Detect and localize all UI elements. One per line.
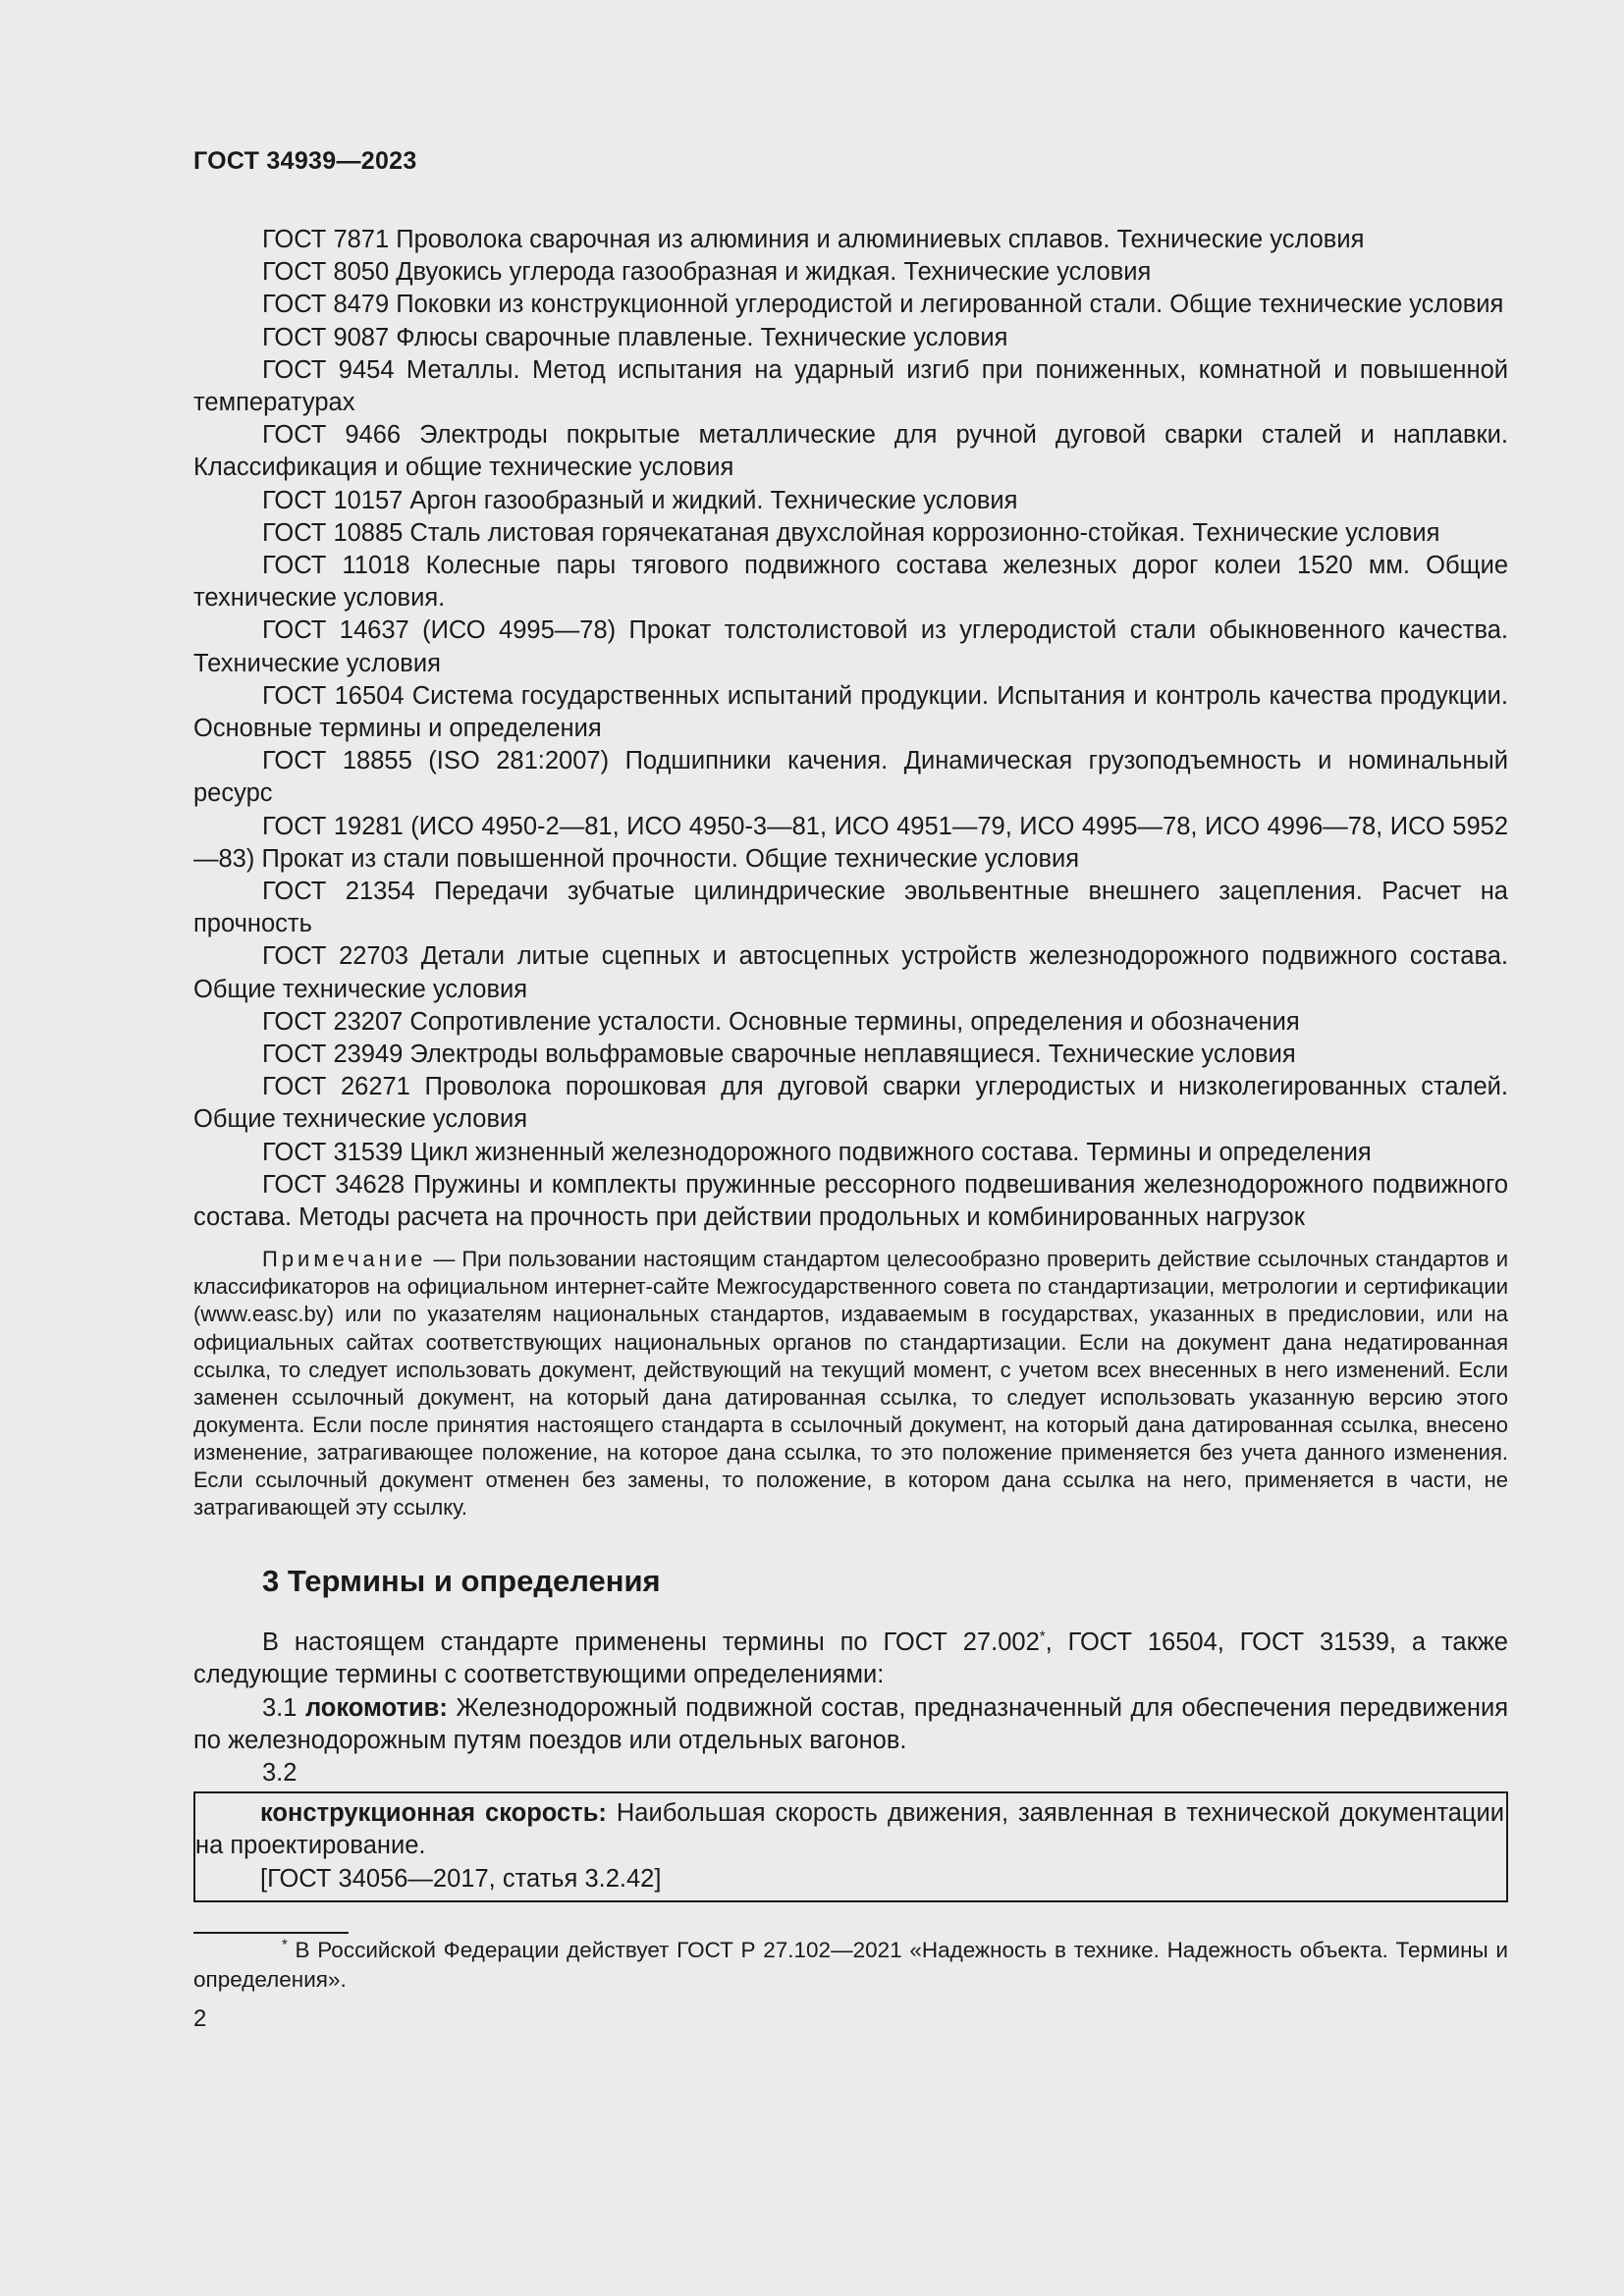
term-name: конструкционная скорость: [260, 1799, 607, 1828]
term-definition: Железнодорожный подвижной состав, предназначенный для обеспечения передвижения по железнодорожным путям поездов или отдельных вагонов. [193, 1693, 1508, 1754]
reference-item: ГОСТ 26271 Проволока порошковая для дуговой сварки углеродистых и низколегированных сталей. Общие технические условия [193, 1073, 1508, 1134]
reference-item: ГОСТ 22703 Детали литые сцепных и автосцепных устройств железнодорожного подвижного состава. Общие технические условия [193, 942, 1508, 1003]
page-number: 2 [193, 2004, 207, 2032]
reference-item: ГОСТ 10157 Аргон газообразный и жидкий. Технические условия [262, 486, 1018, 514]
term-3-2-box [193, 1791, 1508, 1902]
term-3-2-number: 3.2 [262, 1759, 298, 1788]
term-definition: Наибольшая скорость движения, заявленная в технической документации на проектирование. [195, 1799, 1504, 1860]
reference-item: ГОСТ 18855 (ISO 281:2007) Подшипники качения. Динамическая грузоподъемность и номинальный ресурс [193, 747, 1508, 808]
reference-item: ГОСТ 10885 Сталь листовая горячекатаная двухслойная коррозионно-стойкая. Технические условия [262, 518, 1440, 547]
note-paragraph [193, 1246, 1508, 1522]
reference-item: ГОСТ 8479 Поковки из конструкционной углеродистой и легированной стали. Общие технические условия [262, 291, 1504, 319]
term-number: 3.1 [262, 1693, 305, 1722]
note-text: — При пользовании настоящим стандартом целесообразно проверить действие ссылочных стандартов и классификаторов на официальном интернет-сайте Межгосударственного совета по стандартизации, метрологии и сертификации (www.easc.by) или по указателям национальных стандартов, издаваемым в государствах, указанных в предисловии, или на официальных сайтах соответствующих национальных органов по стандартизации. Если на документ дана недатированная ссылка, то следует использовать документ, действующий на текущий момент, с учетом всех внесенных в него изменений. Если заменен ссылочный документ, на который дана датированная ссылка, то следует использовать указанную версию этого документа. Если после принятия настоящего стандарта в ссылочный документ, на который дана датированная ссылка, внесено изменение, затрагивающее положение, на которое дана ссылка, то это положение применяется без учета данного изменения. Если ссылочный документ отменен без замены, то положение, в котором дана ссылка на него, применяется в части, не затрагивающей эту ссылку. [193, 1247, 1508, 1521]
intro-text-before: В настоящем стандарте применены термины по ГОСТ 27.002 [262, 1629, 1040, 1657]
term-3-2-source: [ГОСТ 34056—2017, статья 3.2.42] [260, 1864, 662, 1893]
term-3-2-definition [195, 1797, 1504, 1862]
document-header: ГОСТ 34939—2023 [193, 147, 417, 175]
page-content [193, 224, 1508, 2034]
note-label: Примечание [262, 1247, 427, 1272]
reference-item: ГОСТ 34628 Пружины и комплекты пружинные рессорного подвешивания железнодорожного подвижного состава. Методы расчета на прочность при действии продольных и комбинированных нагрузок [193, 1170, 1508, 1232]
footnote-reference: * [1039, 1628, 1046, 1645]
reference-item: ГОСТ 21354 Передачи зубчатые цилиндрические эвольвентные внешнего зацепления. Расчет на прочность [193, 878, 1508, 938]
reference-item: ГОСТ 9466 Электроды покрытые металлические для ручной дуговой сварки сталей и наплавки. Классификация и общие технические условия [193, 421, 1508, 482]
reference-item: ГОСТ 11018 Колесные пары тягового подвижного состава железных дорог колеи 1520 мм. Общие технические условия. [193, 552, 1508, 613]
reference-item: ГОСТ 23949 Электроды вольфрамовые сварочные неплавящиеся. Технические условия [262, 1041, 1296, 1069]
footnote-divider [193, 1932, 349, 1934]
footnote-text: В Российской Федерации действует ГОСТ Р 27.102—2021 «Надежность в технике. Надежность объекта. Термины и определения». [193, 1937, 1508, 1992]
footnote [193, 1936, 1508, 1995]
section-intro [193, 1627, 1508, 1691]
term-3-1 [193, 1692, 1508, 1757]
reference-item: ГОСТ 7871 Проволока сварочная из алюминия и алюминиевых сплавов. Технические условия [262, 226, 1365, 253]
section-title: 3 Термины и определения [262, 1564, 661, 1599]
reference-item: ГОСТ 16504 Система государственных испытаний продукции. Испытания и контроль качества продукции. Основные термины и определения [193, 681, 1508, 743]
reference-item: ГОСТ 8050 Двуокись углерода газообразная и жидкая. Технические условия [262, 258, 1152, 287]
reference-item: ГОСТ 9454 Металлы. Метод испытания на ударный изгиб при пониженных, комнатной и повышенной температурах [193, 355, 1508, 417]
reference-item: ГОСТ 31539 Цикл жизненный железнодорожного подвижного состава. Термины и определения [262, 1138, 1372, 1166]
footnote-mark: * [282, 1936, 288, 1953]
intro-text-after: , ГОСТ 16504, ГОСТ 31539, а также следующие термины с соответствующими определениями: [193, 1629, 1508, 1689]
reference-item: ГОСТ 23207 Сопротивление усталости. Основные термины, определения и обозначения [262, 1007, 1300, 1036]
normative-references-list [193, 224, 1508, 1234]
reference-item: ГОСТ 9087 Флюсы сварочные плавленые. Технические условия [262, 323, 1008, 351]
reference-item: ГОСТ 14637 (ИСО 4995—78) Прокат толстолистовой из углеродистой стали обыкновенного качества. Технические условия [193, 616, 1508, 677]
term-name: локомотив: [304, 1693, 448, 1722]
reference-item: ГОСТ 19281 (ИСО 4950-2—81, ИСО 4950-3—81, ИСО 4951—79, ИСО 4995—78, ИСО 4996—78, ИСО 5952—83) Прокат из стали повышенной прочности. Общие технические условия [193, 812, 1508, 873]
